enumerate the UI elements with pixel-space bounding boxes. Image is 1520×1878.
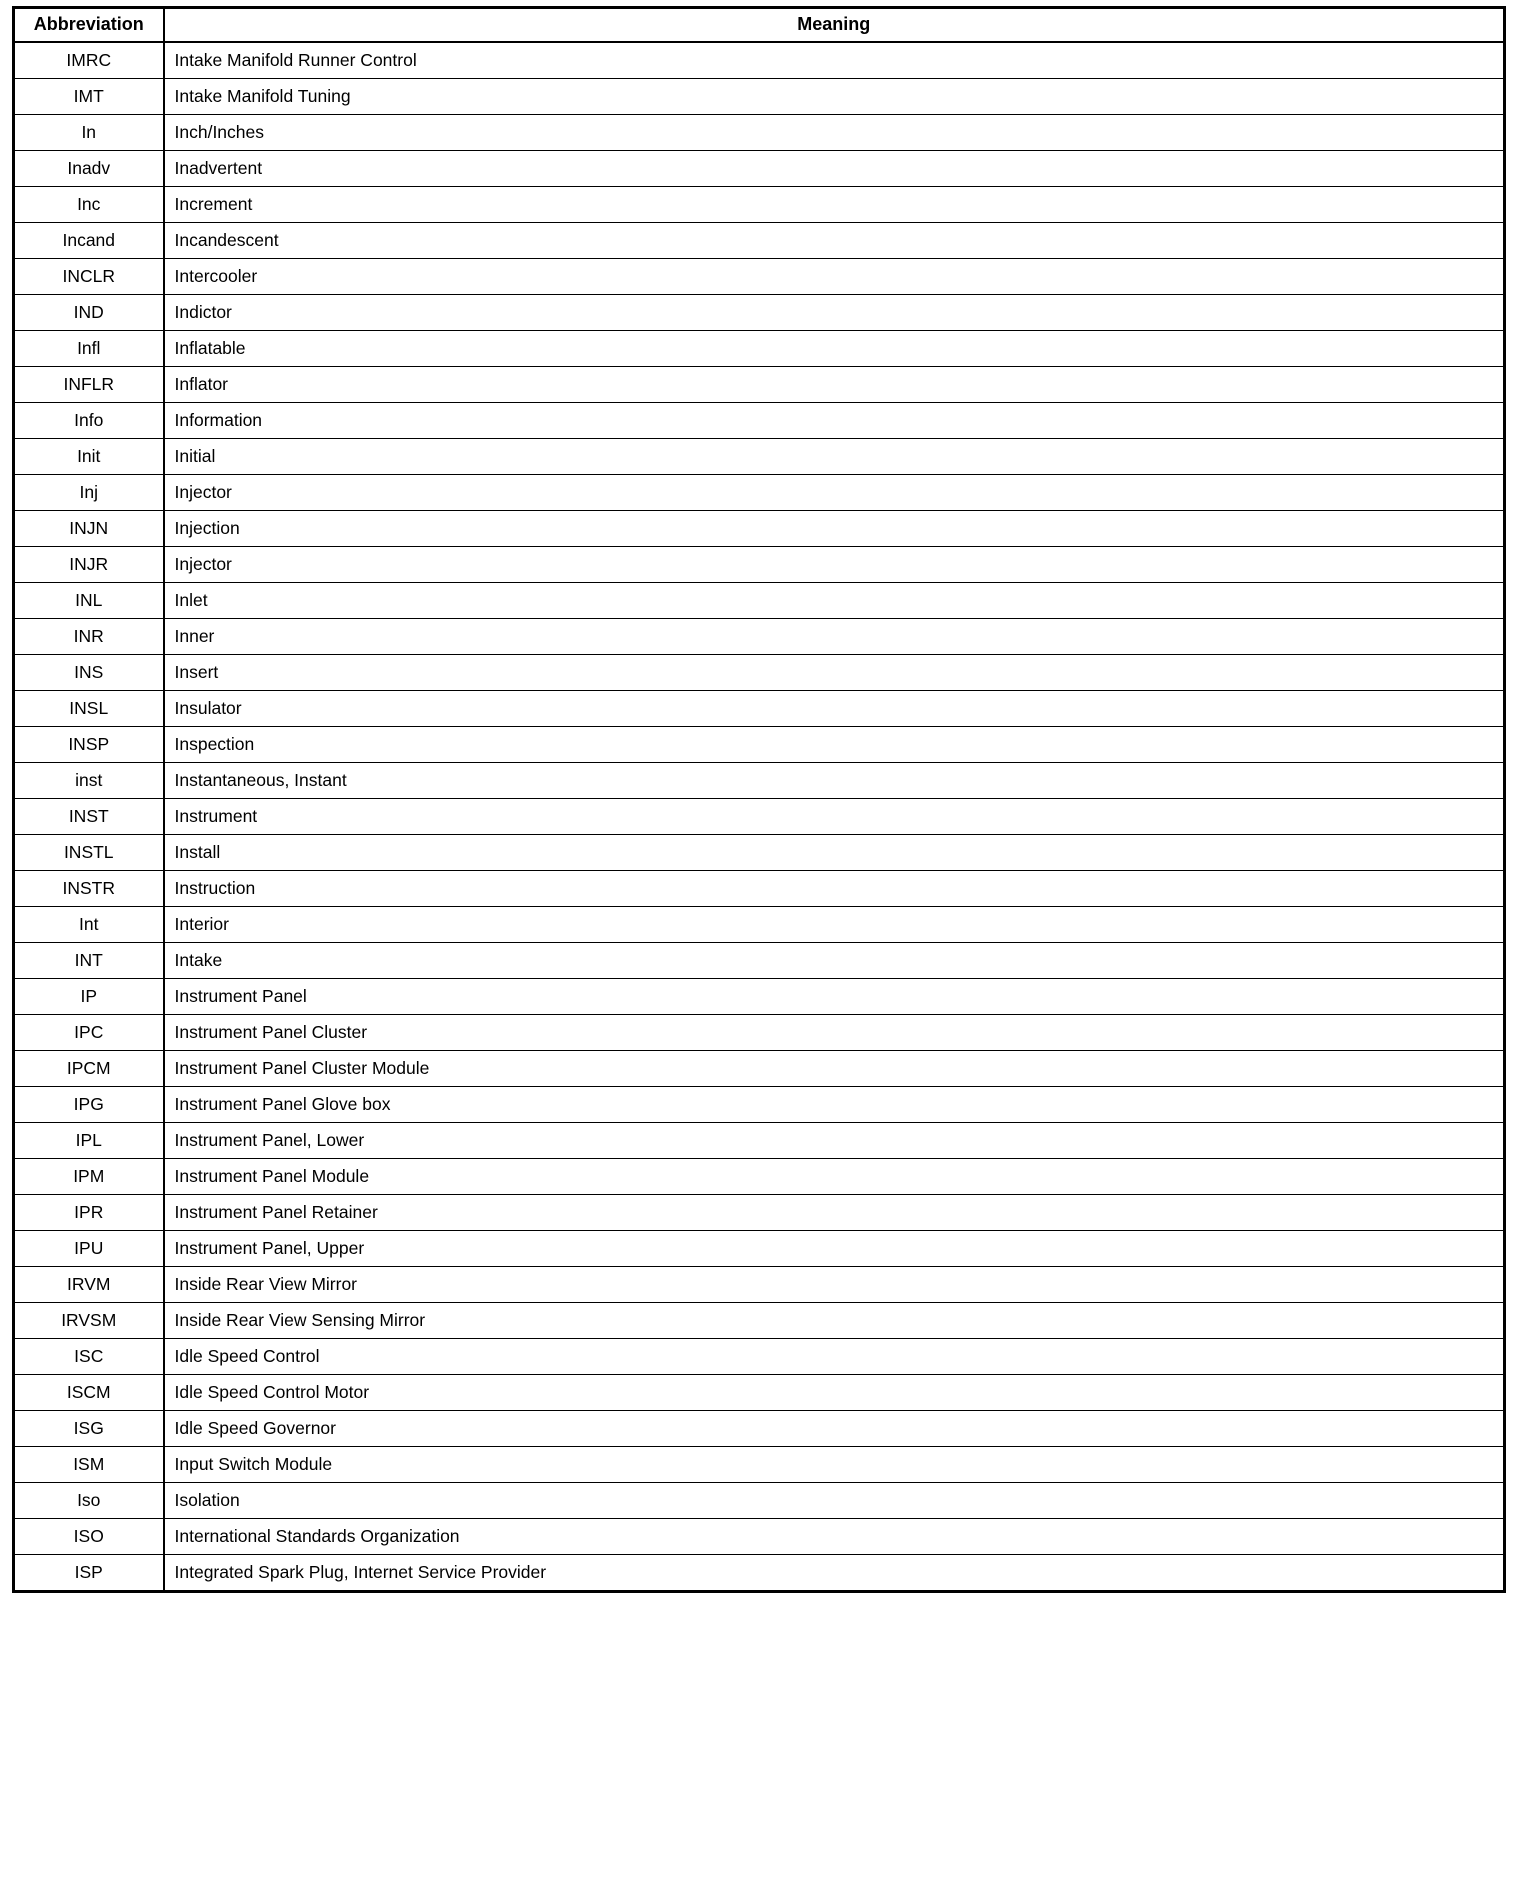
cell-abbreviation: Infl (14, 331, 164, 367)
cell-meaning: Isolation (164, 1483, 1505, 1519)
table-row (14, 1303, 1505, 1339)
table-row (14, 475, 1505, 511)
cell-abbreviation: Inc (14, 187, 164, 223)
cell-meaning: Initial (164, 439, 1505, 475)
cell-abbreviation: INSL (14, 691, 164, 727)
table-row (14, 691, 1505, 727)
cell-abbreviation: IPR (14, 1195, 164, 1231)
cell-meaning: Install (164, 835, 1505, 871)
cell-abbreviation: IMT (14, 79, 164, 115)
table-row (14, 187, 1505, 223)
cell-meaning: Inlet (164, 583, 1505, 619)
cell-abbreviation: ISM (14, 1447, 164, 1483)
cell-meaning: Instrument Panel, Upper (164, 1231, 1505, 1267)
cell-meaning: Input Switch Module (164, 1447, 1505, 1483)
cell-meaning: Inflator (164, 367, 1505, 403)
table-row (14, 979, 1505, 1015)
table-row (14, 835, 1505, 871)
table-row (14, 583, 1505, 619)
cell-meaning: International Standards Organization (164, 1519, 1505, 1555)
cell-meaning: Inch/Inches (164, 115, 1505, 151)
cell-meaning: Insulator (164, 691, 1505, 727)
table-row (14, 727, 1505, 763)
cell-abbreviation: ISG (14, 1411, 164, 1447)
cell-abbreviation: IPM (14, 1159, 164, 1195)
cell-abbreviation: IPL (14, 1123, 164, 1159)
table-row (14, 1339, 1505, 1375)
cell-abbreviation: INT (14, 943, 164, 979)
cell-abbreviation: Info (14, 403, 164, 439)
cell-meaning: Intake (164, 943, 1505, 979)
table-row (14, 79, 1505, 115)
cell-abbreviation: Int (14, 907, 164, 943)
table-row (14, 1375, 1505, 1411)
table-row (14, 907, 1505, 943)
cell-meaning: Inspection (164, 727, 1505, 763)
cell-abbreviation: IPCM (14, 1051, 164, 1087)
cell-abbreviation: INL (14, 583, 164, 619)
cell-abbreviation: INSTL (14, 835, 164, 871)
cell-meaning: Insert (164, 655, 1505, 691)
cell-meaning: Instantaneous, Instant (164, 763, 1505, 799)
cell-abbreviation: ISC (14, 1339, 164, 1375)
table-row (14, 1555, 1505, 1592)
table-body (14, 42, 1505, 1592)
table-row (14, 1159, 1505, 1195)
cell-abbreviation: IRVSM (14, 1303, 164, 1339)
cell-meaning: Instrument Panel (164, 979, 1505, 1015)
cell-abbreviation: Inadv (14, 151, 164, 187)
cell-abbreviation: ISO (14, 1519, 164, 1555)
cell-meaning: Instrument Panel, Lower (164, 1123, 1505, 1159)
cell-abbreviation: INJR (14, 547, 164, 583)
table-row (14, 115, 1505, 151)
cell-abbreviation: IMRC (14, 42, 164, 79)
table-row (14, 42, 1505, 79)
cell-abbreviation: IRVM (14, 1267, 164, 1303)
cell-meaning: Increment (164, 187, 1505, 223)
column-header-abbreviation: Abbreviation (14, 8, 164, 43)
cell-meaning: Injector (164, 547, 1505, 583)
table-row (14, 223, 1505, 259)
table-row (14, 619, 1505, 655)
table-row (14, 331, 1505, 367)
cell-meaning: Injection (164, 511, 1505, 547)
cell-meaning: Injector (164, 475, 1505, 511)
table-row (14, 655, 1505, 691)
table-row (14, 295, 1505, 331)
cell-meaning: Instrument Panel Cluster Module (164, 1051, 1505, 1087)
table-row (14, 1267, 1505, 1303)
cell-meaning: Inner (164, 619, 1505, 655)
table-row (14, 871, 1505, 907)
cell-meaning: Instrument Panel Cluster (164, 1015, 1505, 1051)
table-row (14, 403, 1505, 439)
table-row (14, 547, 1505, 583)
cell-meaning: Inside Rear View Sensing Mirror (164, 1303, 1505, 1339)
cell-abbreviation: INR (14, 619, 164, 655)
cell-meaning: Instrument (164, 799, 1505, 835)
cell-abbreviation: Incand (14, 223, 164, 259)
table-row (14, 1483, 1505, 1519)
cell-meaning: Information (164, 403, 1505, 439)
table-row (14, 1519, 1505, 1555)
cell-meaning: Instrument Panel Retainer (164, 1195, 1505, 1231)
cell-abbreviation: ISP (14, 1555, 164, 1592)
table-row (14, 799, 1505, 835)
cell-abbreviation: INSTR (14, 871, 164, 907)
table-row (14, 1411, 1505, 1447)
cell-abbreviation: INFLR (14, 367, 164, 403)
table-row (14, 763, 1505, 799)
cell-meaning: Intake Manifold Runner Control (164, 42, 1505, 79)
cell-abbreviation: INS (14, 655, 164, 691)
table-header-row (14, 8, 1505, 43)
cell-abbreviation: INST (14, 799, 164, 835)
cell-meaning: Integrated Spark Plug, Internet Service Provider (164, 1555, 1505, 1592)
cell-abbreviation: Iso (14, 1483, 164, 1519)
cell-meaning: Instrument Panel Glove box (164, 1087, 1505, 1123)
cell-abbreviation: IP (14, 979, 164, 1015)
cell-abbreviation: Inj (14, 475, 164, 511)
cell-abbreviation: ISCM (14, 1375, 164, 1411)
cell-meaning: Indictor (164, 295, 1505, 331)
cell-meaning: Inadvertent (164, 151, 1505, 187)
cell-abbreviation: inst (14, 763, 164, 799)
table-row (14, 1015, 1505, 1051)
cell-meaning: Instrument Panel Module (164, 1159, 1505, 1195)
table-header (14, 8, 1505, 43)
cell-abbreviation: IPU (14, 1231, 164, 1267)
cell-meaning: Inside Rear View Mirror (164, 1267, 1505, 1303)
table-row (14, 1051, 1505, 1087)
cell-abbreviation: INCLR (14, 259, 164, 295)
table-row (14, 1123, 1505, 1159)
abbreviation-table (12, 6, 1506, 1593)
cell-meaning: Intake Manifold Tuning (164, 79, 1505, 115)
cell-abbreviation: IPG (14, 1087, 164, 1123)
cell-abbreviation: IND (14, 295, 164, 331)
cell-meaning: Idle Speed Governor (164, 1411, 1505, 1447)
table-row (14, 1087, 1505, 1123)
cell-meaning: Inflatable (164, 331, 1505, 367)
cell-meaning: Interior (164, 907, 1505, 943)
cell-meaning: Idle Speed Control (164, 1339, 1505, 1375)
cell-abbreviation: INJN (14, 511, 164, 547)
table-row (14, 1447, 1505, 1483)
table-row (14, 439, 1505, 475)
cell-meaning: Idle Speed Control Motor (164, 1375, 1505, 1411)
cell-abbreviation: INSP (14, 727, 164, 763)
cell-meaning: Instruction (164, 871, 1505, 907)
table-row (14, 367, 1505, 403)
cell-abbreviation: Init (14, 439, 164, 475)
table-row (14, 511, 1505, 547)
cell-meaning: Intercooler (164, 259, 1505, 295)
column-header-meaning: Meaning (164, 8, 1505, 43)
table-row (14, 259, 1505, 295)
cell-abbreviation: IPC (14, 1015, 164, 1051)
cell-abbreviation: In (14, 115, 164, 151)
table-row (14, 943, 1505, 979)
table-row (14, 151, 1505, 187)
table-row (14, 1195, 1505, 1231)
cell-meaning: Incandescent (164, 223, 1505, 259)
table-row (14, 1231, 1505, 1267)
